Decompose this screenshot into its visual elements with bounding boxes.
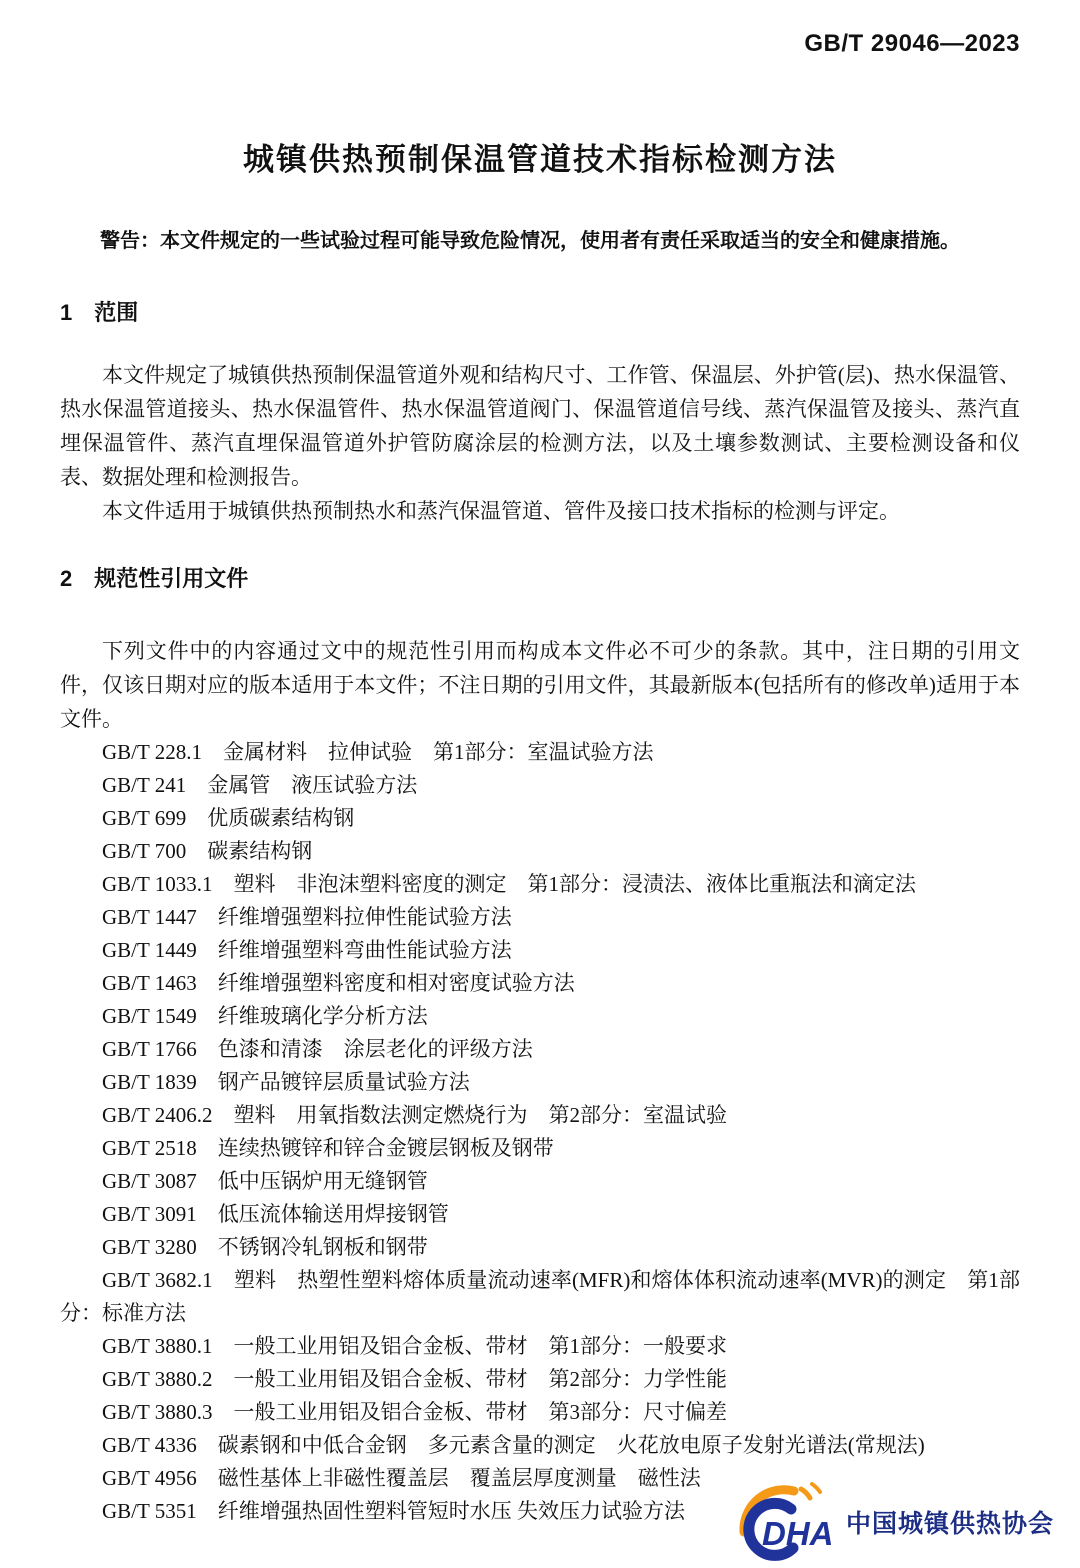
reference-item: GB/T 3091 低压流体输送用焊接钢管 (102, 1202, 449, 1226)
reference-item: GB/T 1839 钢产品镀锌层质量试验方法 (102, 1070, 470, 1094)
cdha-association-logo (736, 1482, 1054, 1562)
scope-paragraphs (60, 358, 1020, 528)
warning-text: 警告：本文件规定的一些试验过程可能导致危险情况，使用者有责任采取适当的安全和健康措施。 (100, 230, 960, 252)
reference-item: GB/T 700 碳素结构钢 (102, 839, 313, 863)
cdha-logo-icon (736, 1482, 838, 1562)
reference-item: GB/T 4336 碳素钢和中低合金钢 多元素含量的测定 火花放电原子发射光谱法(常规法) (102, 1433, 925, 1457)
doc-number: GB/T 29046—2023 (804, 30, 1020, 57)
reference-item: GB/T 228.1 金属材料 拉伸试验 第1部分：室温试验方法 (102, 740, 654, 764)
section-heading-normative-references: 2 规范性引用文件 (60, 566, 249, 591)
reference-item: GB/T 1463 纤维增强塑料密度和相对密度试验方法 (102, 971, 575, 995)
org-name: 中国城镇供热协会 (845, 1510, 1054, 1538)
reference-item: GB/T 3880.1 一般工业用铝及铝合金板、带材 第1部分：一般要求 (102, 1334, 727, 1358)
reference-item: GB/T 2406.2 塑料 用氧指数法测定燃烧行为 第2部分：室温试验 (102, 1103, 727, 1127)
reference-item: GB/T 3682.1 塑料 热塑性塑料熔体质量流动速率(MFR)和熔体体积流动速率(MVR)的测定 第1部分：标准方法 (60, 1268, 1020, 1325)
paragraph: 本文件规定了城镇供热预制保温管道外观和结构尺寸、工作管、保温层、外护管(层)、热水保温管、热水保温管道接头、热水保温管件、热水保温管道阀门、保温管道信号线、蒸汽保温管及接头、蒸汽直埋保温管件、蒸汽直埋保温管道外护管防腐涂层的检测方法，以及土壤参数测试、主要检测设备和仪表、数据处理和检测报告。 (60, 363, 1020, 489)
paragraph: 本文件适用于城镇供热预制热水和蒸汽保温管道、管件及接口技术指标的检测与评定。 (102, 499, 900, 523)
reference-item: GB/T 3880.3 一般工业用铝及铝合金板、带材 第3部分：尺寸偏差 (102, 1400, 727, 1424)
page-title: 城镇供热预制保温管道技术指标检测方法 (243, 142, 837, 177)
logo-orange-wave-2 (812, 1484, 820, 1492)
paragraph: 下列文件中的内容通过文中的规范性引用而构成本文件必不可少的条款。其中，注日期的引用文件，仅该日期对应的版本适用于本文件；不注日期的引用文件，其最新版本(包括所有的修改单)适用于本文件。 (60, 639, 1020, 731)
reference-item: GB/T 699 优质碳素结构钢 (102, 806, 355, 830)
reference-item: GB/T 1033.1 塑料 非泡沫塑料密度的测定 第1部分：浸渍法、液体比重瓶法和滴定法 (102, 872, 916, 896)
logo-abbr-text: DHA (761, 1515, 834, 1552)
reference-item: GB/T 3087 低中压锅炉用无缝钢管 (102, 1169, 428, 1193)
normative-reference-list (60, 736, 1020, 1528)
reference-item: GB/T 1447 纤维增强塑料拉伸性能试验方法 (102, 905, 512, 929)
reference-item: GB/T 4956 磁性基体上非磁性覆盖层 覆盖层厚度测量 磁性法 (102, 1466, 701, 1490)
normative-paragraphs (60, 634, 1020, 736)
reference-item: GB/T 2518 连续热镀锌和锌合金镀层钢板及钢带 (102, 1136, 554, 1160)
reference-item: GB/T 5351 纤维增强热固性塑料管短时水压 失效压力试验方法 (102, 1499, 685, 1523)
reference-item: GB/T 1766 色漆和清漆 涂层老化的评级方法 (102, 1037, 533, 1061)
reference-item: GB/T 1549 纤维玻璃化学分析方法 (102, 1004, 428, 1028)
section-heading-scope: 1 范围 (60, 300, 139, 325)
reference-item: GB/T 3880.2 一般工业用铝及铝合金板、带材 第2部分：力学性能 (102, 1367, 727, 1391)
reference-item: GB/T 1449 纤维增强塑料弯曲性能试验方法 (102, 938, 512, 962)
reference-item: GB/T 241 金属管 液压试验方法 (102, 773, 418, 797)
reference-item: GB/T 3280 不锈钢冷轧钢板和钢带 (102, 1235, 428, 1259)
logo-orange-wave-1 (801, 1489, 810, 1498)
